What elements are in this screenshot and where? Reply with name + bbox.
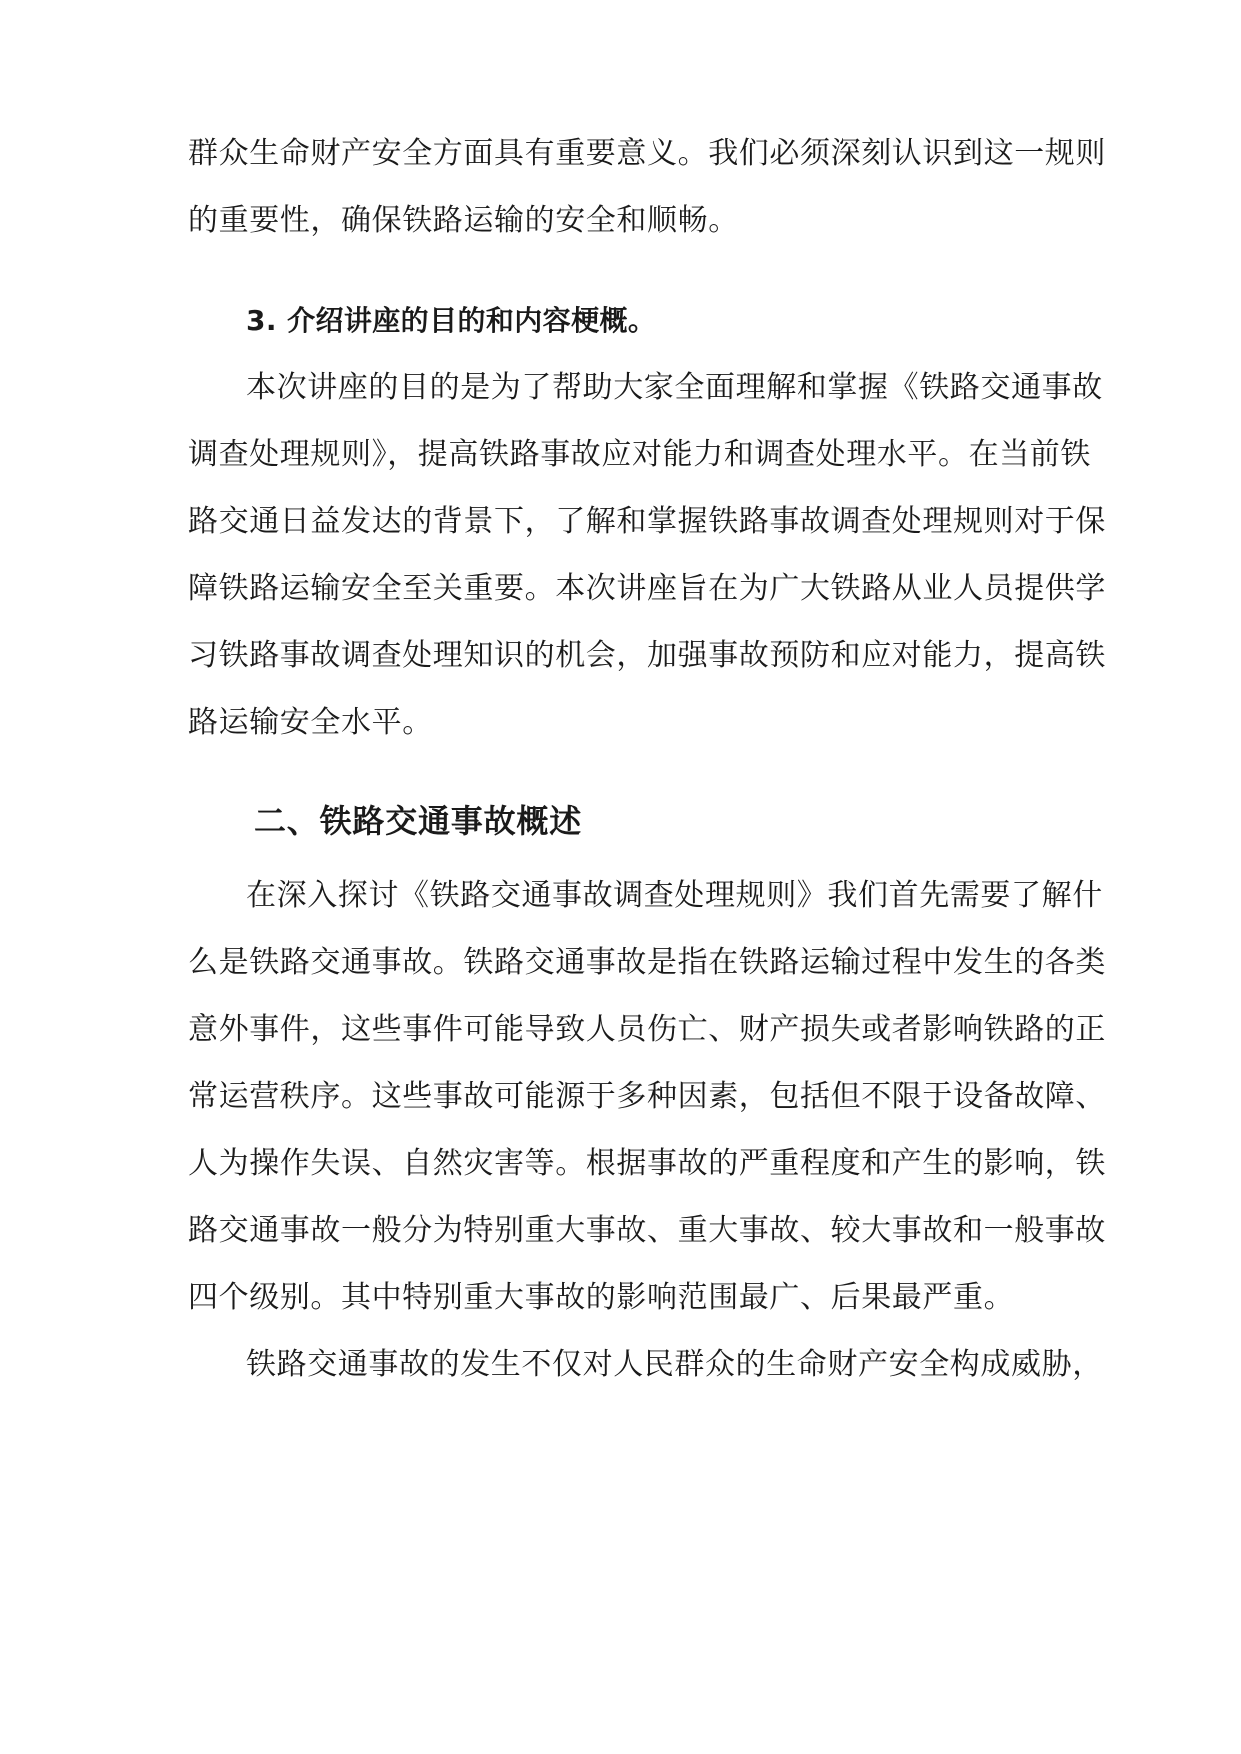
body-text-line: 的重要性，确保铁路运输的安全和顺畅。 xyxy=(188,203,739,238)
body-text-line: 路运输安全水平。 xyxy=(188,705,433,740)
body-text-line: 意外事件，这些事件可能导致人员伤亡、财产损失或者影响铁路的正 xyxy=(188,1012,1106,1047)
section-heading: 二、铁路交通事故概述 xyxy=(254,802,583,840)
body-text-line: 么是铁路交通事故。铁路交通事故是指在铁路运输过程中发生的各类 xyxy=(188,945,1106,980)
body-text-line: 在深入探讨《铁路交通事故调查处理规则》我们首先需要了解什 xyxy=(246,878,1103,913)
body-text-line: 群众生命财产安全方面具有重要意义。我们必须深刻认识到这一规则 xyxy=(188,136,1106,171)
body-text-line: 常运营秩序。这些事故可能源于多种因素，包括但不限于设备故障、 xyxy=(188,1079,1106,1114)
body-text-line: 习铁路事故调查处理知识的机会，加强事故预防和应对能力，提高铁 xyxy=(188,638,1106,673)
body-text-line: 路交通日益发达的背景下，了解和掌握铁路事故调查处理规则对于保 xyxy=(188,504,1106,539)
body-text-line: 调查处理规则》，提高铁路事故应对能力和调查处理水平。在当前铁 xyxy=(188,437,1091,472)
body-text-line: 本次讲座的目的是为了帮助大家全面理解和掌握《铁路交通事故 xyxy=(246,370,1103,405)
body-text-line: 路交通事故一般分为特别重大事故、重大事故、较大事故和一般事故 xyxy=(188,1213,1106,1248)
body-text-line: 人为操作失误、自然灾害等。根据事故的严重程度和产生的影响，铁 xyxy=(188,1146,1106,1181)
section-subheading: 3. 介绍讲座的目的和内容梗概。 xyxy=(246,304,657,337)
body-text-line: 四个级别。其中特别重大事故的影响范围最广、后果最严重。 xyxy=(188,1280,1015,1315)
body-text-line: 障铁路运输安全至关重要。本次讲座旨在为广大铁路从业人员提供学 xyxy=(188,571,1106,606)
body-text-line: 铁路交通事故的发生不仅对人民群众的生命财产安全构成威胁， xyxy=(246,1347,1103,1382)
